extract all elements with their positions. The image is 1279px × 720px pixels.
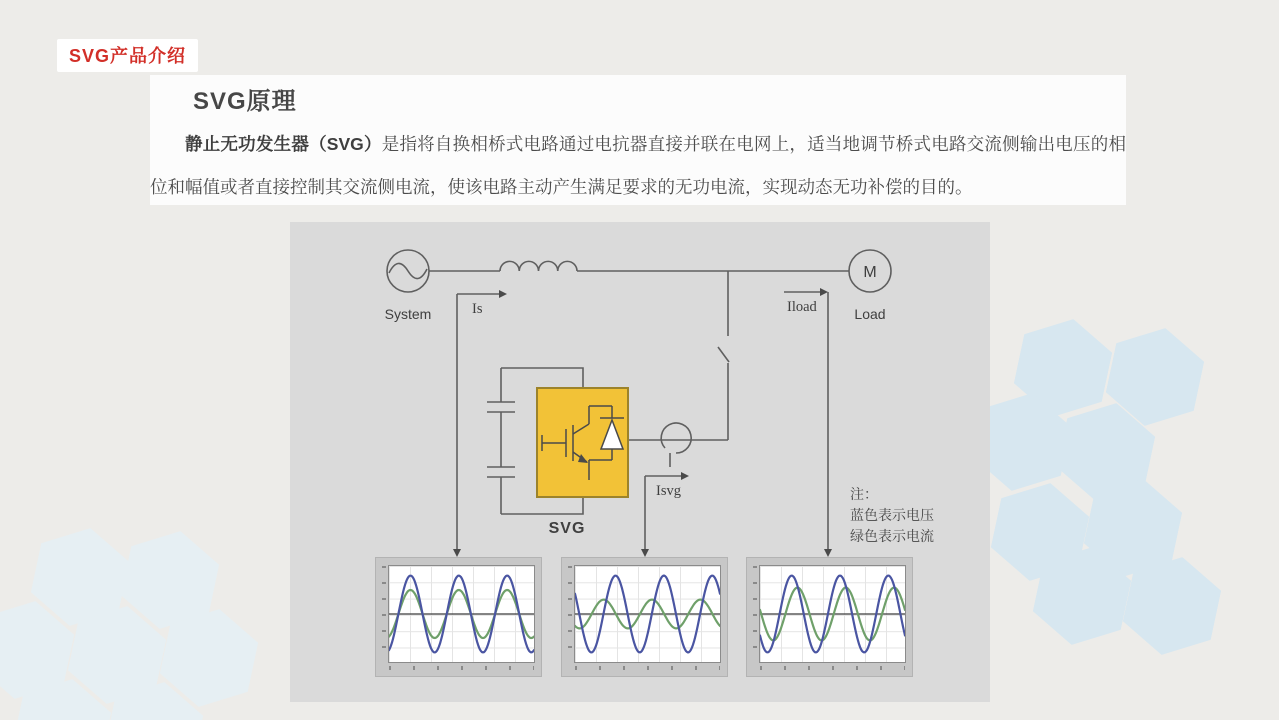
current-transformer-icon [661, 423, 691, 467]
intro-paragraph [150, 123, 1126, 209]
legend-note [850, 484, 934, 547]
waveform-svg [575, 566, 720, 662]
svg-converter-box [537, 388, 628, 497]
note-title: 注： [850, 486, 878, 502]
dc-capacitors-icon [487, 368, 583, 514]
note-current-line: 绿色表示电流 [850, 528, 934, 544]
x-axis-ticks [389, 666, 534, 670]
load-label: Load [854, 306, 886, 322]
note-voltage-line: 蓝色表示电压 [850, 507, 934, 523]
slide-tag [57, 39, 198, 72]
iload-current-label: Iload [787, 299, 817, 315]
plot-area [759, 565, 906, 663]
disconnect-switch-icon [718, 271, 729, 440]
plot-area [574, 565, 721, 663]
waveform-svg [389, 566, 534, 662]
is-current-label: Is [472, 301, 483, 317]
iload-current-arrow [784, 288, 832, 557]
waveform-chart-isvg [561, 557, 728, 677]
waveform-svg [760, 566, 905, 662]
intro-paragraph-body: 是指将自换相桥式电路通过电抗器直接并联在电网上，适当地调节桥式电路交流侧输出电压的相位和幅值或者直接控制其交流侧电流，使该电路主动产生满足要求的无功电流，实现动态无功补偿的目的。 [150, 134, 1126, 197]
intro-paragraph-lead: 静止无功发生器（SVG） [185, 134, 382, 154]
isvg-current-arrow [641, 472, 689, 557]
is-current-arrow [453, 290, 507, 557]
inductor-icon [500, 261, 577, 271]
igbt-diode-symbol [542, 406, 624, 480]
page-title: SVG原理 [193, 88, 297, 115]
y-axis-ticks [568, 566, 572, 662]
load-motor-icon [849, 250, 891, 292]
content-band [150, 75, 1126, 205]
waveform-chart-is [375, 557, 542, 677]
load-motor-symbol: M [863, 264, 877, 281]
system-label: System [384, 306, 432, 322]
slide-tag-label: SVG产品介绍 [69, 46, 187, 66]
ac-source-icon [387, 250, 429, 292]
svg-box-label: SVG [548, 520, 586, 537]
circuit-diagram-panel [290, 222, 990, 702]
x-axis-ticks [760, 666, 905, 670]
isvg-current-label: Isvg [656, 483, 681, 499]
y-axis-ticks [382, 566, 386, 662]
waveform-chart-iload [746, 557, 913, 677]
y-axis-ticks [753, 566, 757, 662]
plot-area [388, 565, 535, 663]
x-axis-ticks [575, 666, 720, 670]
